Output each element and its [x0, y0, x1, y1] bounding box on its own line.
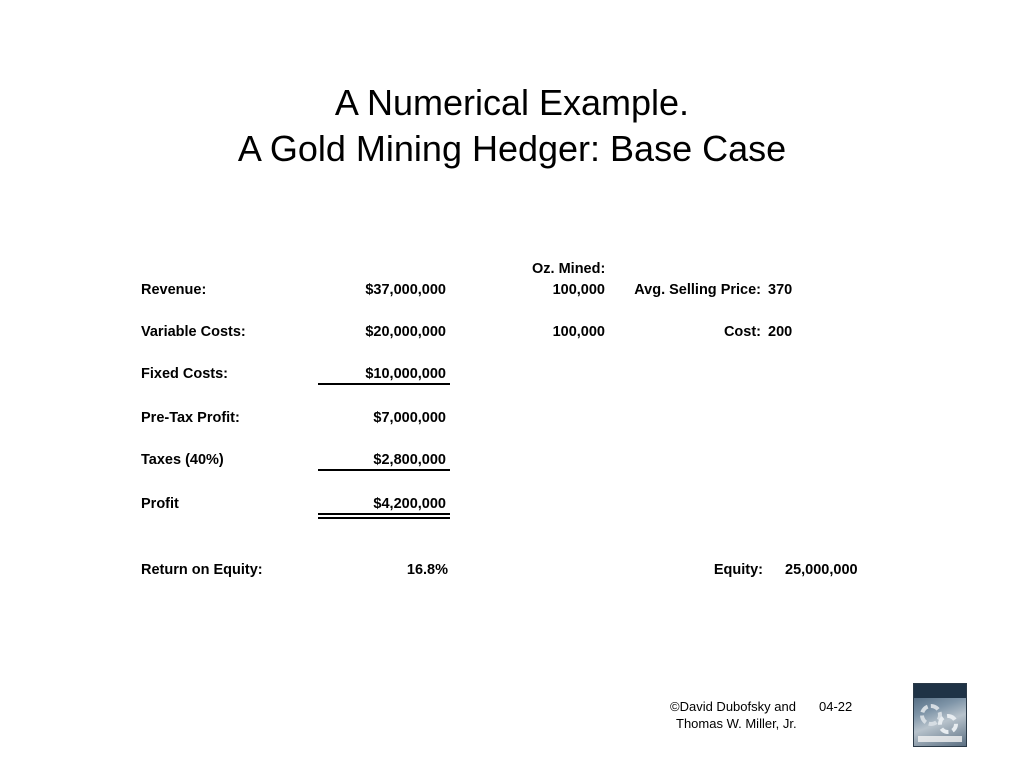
- revenue-oz: 100,000: [552, 282, 605, 298]
- profit-value: $4,200,000: [373, 496, 446, 512]
- variable-costs-label: Variable Costs:: [141, 324, 246, 340]
- equity-value: 25,000,000: [785, 562, 858, 578]
- fixed-costs-label: Fixed Costs:: [141, 366, 229, 382]
- profit-label: Profit: [141, 496, 179, 512]
- copyright-line-1: ©David Dubofsky and: [670, 699, 796, 714]
- copyright-line-2: Thomas W. Miller, Jr.: [676, 716, 797, 731]
- profit-double-underline-top: [318, 513, 450, 515]
- cost-value: 200: [768, 324, 793, 340]
- derivatives-book-cover-icon: [913, 683, 967, 747]
- revenue-label: Revenue:: [141, 282, 207, 298]
- equity-label: Equity:: [713, 562, 763, 578]
- slide-number: 04-22: [819, 699, 853, 714]
- oz-mined-header: Oz. Mined:: [532, 261, 606, 277]
- variable-costs-oz: 100,000: [552, 324, 605, 340]
- slide-title: [0, 80, 1024, 172]
- title-line-1: A Numerical Example.: [334, 82, 690, 123]
- fixed-costs-underline: [318, 383, 450, 385]
- roe-label: Return on Equity:: [141, 562, 263, 578]
- title-line-2: A Gold Mining Hedger: Base Case: [237, 128, 787, 169]
- taxes-underline: [318, 469, 450, 471]
- profit-double-underline-bottom: [318, 517, 450, 519]
- pretax-profit-label: Pre-Tax Profit:: [141, 410, 240, 426]
- revenue-value: $37,000,000: [365, 282, 446, 298]
- roe-value: 16.8%: [406, 562, 448, 578]
- fixed-costs-value: $10,000,000: [365, 366, 446, 382]
- avg-selling-price-label: Avg. Selling Price:: [634, 282, 761, 298]
- pretax-profit-value: $7,000,000: [373, 410, 446, 426]
- cost-label: Cost:: [723, 324, 761, 340]
- taxes-label: Taxes (40%): [141, 452, 224, 468]
- variable-costs-value: $20,000,000: [365, 324, 446, 340]
- taxes-value: $2,800,000: [373, 452, 446, 468]
- avg-selling-price-value: 370: [768, 282, 793, 298]
